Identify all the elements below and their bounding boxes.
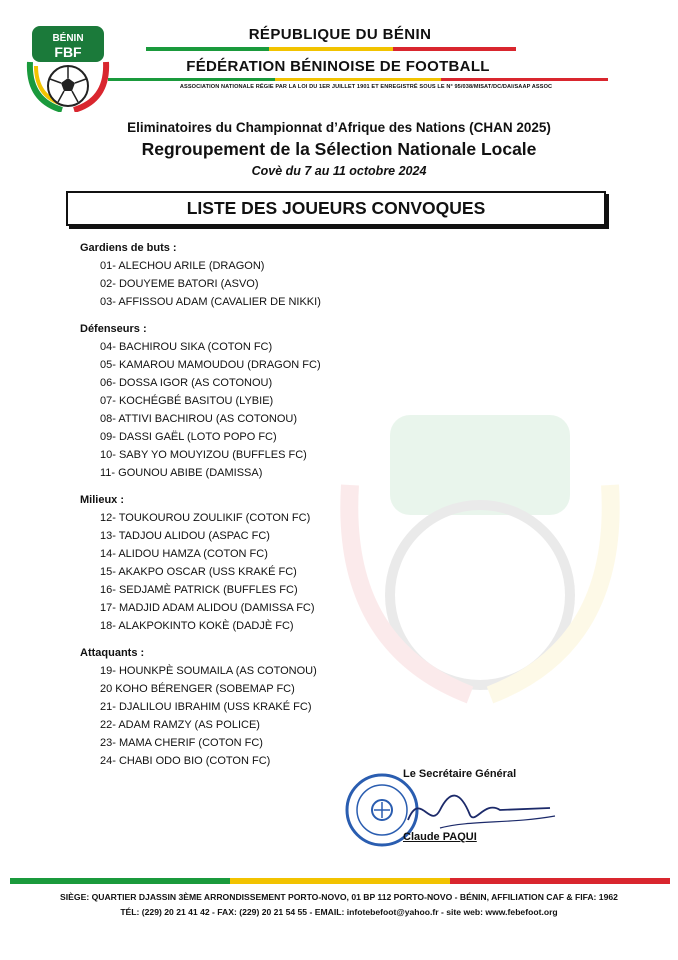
footer-address: SIÈGE: QUARTIER DJASSIN 3ÈME ARRONDISSEMENT PORTO-NOVO, 01 BP 112 PORTO-NOVO - BÉNIN, AFFILIATION CAF & FIFA: 1962 xyxy=(60,892,618,902)
section-spacer xyxy=(80,635,321,644)
player-entry: 07- KOCHÉGBÉ BASITOU (LYBIE) xyxy=(100,395,274,407)
player-entry: 15- AKAKPO OSCAR (USS KRAKÉ FC) xyxy=(100,566,297,578)
player-entry: 20 KOHO BÉRENGER (SOBEMAP FC) xyxy=(100,683,295,695)
player-entry: 06- DOSSA IGOR (AS COTONOU) xyxy=(100,377,273,389)
category-heading: Milieux : xyxy=(80,494,125,506)
footer-contact: TÉL: (229) 20 21 41 42 - FAX: (229) 20 21 54 55 - EMAIL: infotebefoot@yahoo.fr - site web: www.febefoot.org xyxy=(120,907,558,917)
player-entry: 13- TADJOU ALIDOU (ASPAC FC) xyxy=(100,530,270,542)
category-heading: Gardiens de buts : xyxy=(80,242,177,254)
section-spacer xyxy=(80,482,321,491)
signatory-title: Le Secrétaire Général xyxy=(403,768,517,780)
republic-title: RÉPUBLIQUE DU BÉNIN xyxy=(248,26,432,43)
player-entry: 19- HOUNKPÈ SOUMAILA (AS COTONOU) xyxy=(100,665,317,677)
player-entry: 05- KAMAROU MAMOUDOU (DRAGON FC) xyxy=(100,359,321,371)
player-list xyxy=(80,239,321,770)
player-entry: 11- GOUNOU ABIBE (DAMISSA) xyxy=(100,467,263,479)
list-title-box: LISTE DES JOUEURS CONVOQUES xyxy=(66,191,606,226)
player-entry: 24- CHABI ODO BIO (COTON FC) xyxy=(100,755,271,767)
player-entry: 21- DJALILOU IBRAHIM (USS KRAKÉ FC) xyxy=(100,701,312,713)
player-entry: 17- MADJID ADAM ALIDOU (DAMISSA FC) xyxy=(100,602,315,614)
flag-divider xyxy=(146,47,516,51)
watermark-logo xyxy=(330,395,630,705)
player-entry: 02- DOUYEME BATORI (ASVO) xyxy=(100,278,259,290)
player-entry: 16- SEDJAMÈ PATRICK (BUFFLES FC) xyxy=(100,584,298,596)
association-note: ASSOCIATION NATIONALE RÉGIE PAR LA LOI DU 1ER JUILLET 1901 ET ENREGISTRÉ SOUS LE N° 95/038/MISAT/DC/DAI/SAAP ASSOC xyxy=(179,84,553,90)
player-entry: 12- TOUKOUROU ZOULIKIF (COTON FC) xyxy=(100,512,311,524)
section-spacer xyxy=(80,311,321,320)
footer-flag-bar xyxy=(10,878,670,884)
player-entry: 08- ATTIVI BACHIROU (AS COTONOU) xyxy=(100,413,298,425)
fbf-logo xyxy=(22,22,114,112)
player-entry: 10- SABY YO MOUYIZOU (BUFFLES FC) xyxy=(100,449,307,461)
federation-title: FÉDÉRATION BÉNINOISE DE FOOTBALL xyxy=(186,58,490,75)
player-entry: 18- ALAKPOKINTO KOKÈ (DADJÈ FC) xyxy=(100,620,294,632)
player-entry: 14- ALIDOU HAMZA (COTON FC) xyxy=(100,548,268,560)
player-entry: 22- ADAM RAMZY (AS POLICE) xyxy=(100,719,260,731)
gathering-title: Regroupement de la Sélection Nationale Locale xyxy=(141,139,537,159)
player-entry: 03- AFFISSOU ADAM (CAVALIER DE NIKKI) xyxy=(100,296,321,308)
player-entry: 09- DASSI GAËL (LOTO POPO FC) xyxy=(100,431,277,443)
flag-divider-2 xyxy=(108,78,608,81)
logo-text-bottom: FBF xyxy=(54,44,82,60)
player-entry: 23- MAMA CHERIF (COTON FC) xyxy=(100,737,263,749)
category-heading: Attaquants : xyxy=(80,647,145,659)
player-entry: 01- ALECHOU ARILE (DRAGON) xyxy=(100,260,265,272)
category-heading: Défenseurs : xyxy=(80,323,147,335)
logo-text-top: BÉNIN xyxy=(52,33,84,44)
date-location: Covè du 7 au 11 octobre 2024 xyxy=(251,164,427,178)
competition-title: Eliminatoires du Championnat d’Afrique des Nations (CHAN 2025) xyxy=(127,120,551,135)
signatory-name: Claude PAQUI xyxy=(403,831,477,843)
player-entry: 04- BACHIROU SIKA (COTON FC) xyxy=(100,341,273,353)
